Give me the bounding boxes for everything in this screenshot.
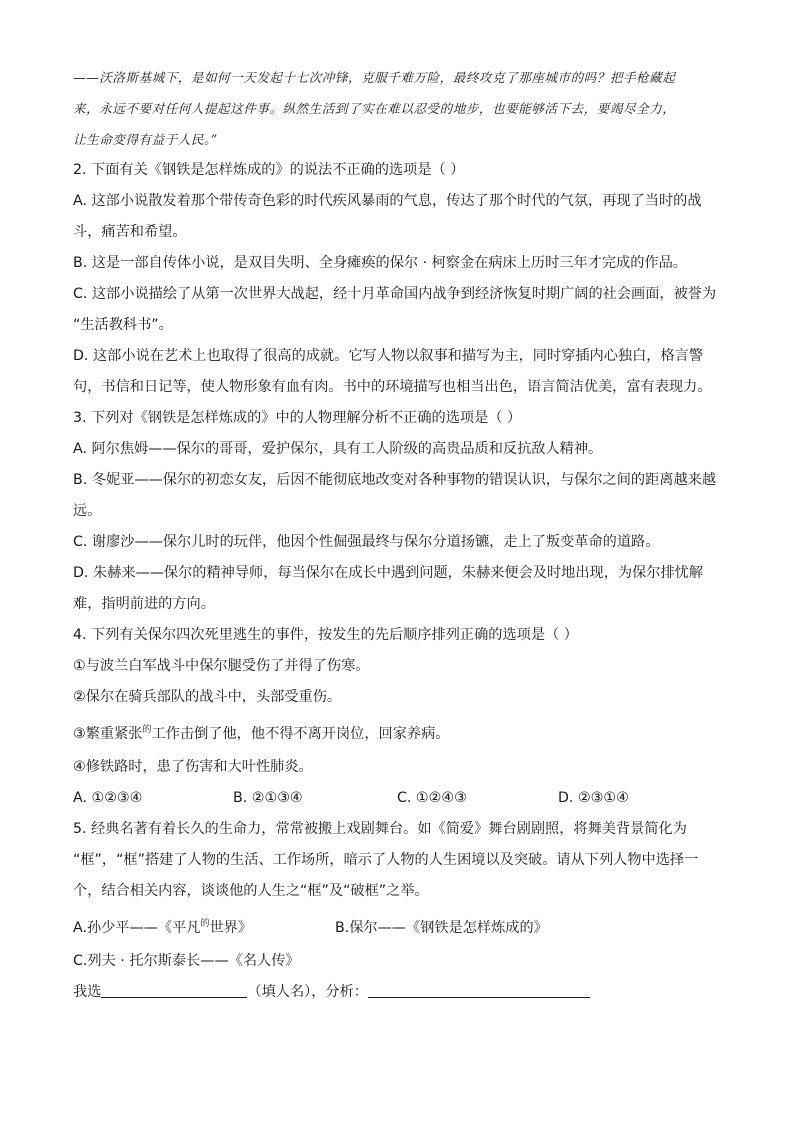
question-stem: 3. 下列对《钢铁是怎样炼成的》中的人物理解分析不正确的选项是（ ）	[73, 410, 522, 426]
option-d: D. 这部小说在艺术上也取得了很高的成就。它写人物以叙事和描写为主，同时穿插内心独白，格言警	[73, 348, 704, 364]
option-a: A. ①②③④	[73, 790, 143, 806]
question-5	[73, 814, 724, 1008]
option-b: B. 冬妮亚——保尔的初恋女友，后因不能彻底地改变对各种事物的错误认识，与保尔之间的距离越来越	[73, 472, 717, 488]
analysis-blank[interactable]	[368, 983, 590, 998]
event-4: ④修铁路时，患了伤害和大叶性肺炎。	[73, 759, 313, 775]
option-c: C. 这部小说描绘了从第一次世界大战起，经十月革命国内战争到经济恢复时期广阔的社会画面，被誉为	[73, 286, 717, 302]
question-3	[73, 403, 724, 620]
option-c: C. ①②④③	[397, 790, 467, 806]
event-2: ②保尔在骑兵部队的战斗中，头部受重伤。	[73, 689, 342, 705]
option-d: D. 朱赫来——保尔的精神导师，每当保尔在成长中遇到问题，朱赫来便会及时地出现，为保尔排忧解	[73, 565, 704, 581]
option-d-cont: 句，书信和日记等，使人物形象有血有肉。书中的环境描写也相当出色，语言简洁优美，富有表现力。	[73, 379, 712, 395]
question-4	[73, 620, 724, 814]
character-options-row	[73, 913, 724, 946]
question-stem-cont: “框”，“框”搭建了人物的生活、工作场所，暗示了人物的人生困境以及突破。请从下列人物中选择一	[73, 852, 699, 868]
option-a: A.孙少平——《平凡$^的$世界》	[73, 919, 253, 936]
question-stem: 5. 经典名著有着长久的生命力，常常被搬上戏剧舞台。如《简爱》舞台剧剧照，将舞美背景简化为	[73, 821, 687, 837]
event-1: ①与波兰白军战斗中保尔腿受伤了并得了伤寒。	[73, 658, 370, 674]
option-b-cont: 远。	[73, 503, 102, 519]
option-d-cont: 难，指明前进的方向。	[73, 596, 215, 612]
quote-passage	[73, 62, 724, 155]
quote-line: ——沃洛斯基城下，是如何一天发起十七次冲锋，克服千难万险，最终攻克了那座城市的吗？把手枪藏起	[73, 70, 676, 85]
answer-line: 我选 （填人名），分析：	[73, 977, 724, 1008]
question-stem: 2. 下面有关《钢铁是怎样炼成的》的说法不正确的选项是（ ）	[73, 162, 465, 178]
stray-char: 的	[142, 725, 152, 735]
option-d: D. ②③①④	[558, 790, 629, 806]
option-a: A. 这部小说散发着那个带传奇色彩的时代疾风暴雨的气息，传达了那个时代的气氛，再现了当时的战	[73, 193, 702, 209]
name-blank[interactable]	[101, 983, 247, 998]
option-b: B. 这是一部自传体小说，是双目失明、全身瘫痪的保尔 · 柯察金在病床上历时三年才完成的作品。	[73, 255, 687, 271]
option-b: B. ②①③④	[233, 790, 303, 806]
option-a: A. 阿尔焦姆——保尔的哥哥，爱护保尔，具有工人阶级的高贵品质和反抗敌人精神。	[73, 441, 603, 457]
question-2	[73, 155, 724, 403]
option-c: C. 谢廖沙——保尔儿时的玩伴，他因个性倔强最终与保尔分道扬镳，走上了叛变革命的道路。	[73, 534, 660, 550]
option-c: C.列夫 · 托尔斯泰长——《名人传》	[73, 953, 300, 969]
option-c-cont: “生活教科书”。	[73, 317, 173, 333]
quote-line: 来，永远不要对任何人提起这件事。纵然生活到了实在难以忍受的地步，也要能够活下去，要竭尽全力，	[73, 101, 676, 116]
option-a-cont: 斗，痛苦和希望。	[73, 224, 187, 240]
question-stem-cont: 个，结合相关内容，谈谈他的人生之“框”及“破框”之举。	[73, 883, 429, 899]
event-3: ③繁重紧张$^的$工作击倒了他，他不得不离开岗位，回家养病。	[73, 725, 450, 742]
quote-line: 让生命变得有益于人民。”	[73, 132, 218, 147]
stray-char: 的	[200, 919, 210, 929]
question-stem: 4. 下列有关保尔四次死里逃生的事件，按发生的先后顺序排列正确的选项是（ ）	[73, 627, 578, 643]
answer-options	[73, 783, 724, 814]
option-b: B.保尔——《钢铁是怎样炼成的》	[335, 920, 548, 936]
